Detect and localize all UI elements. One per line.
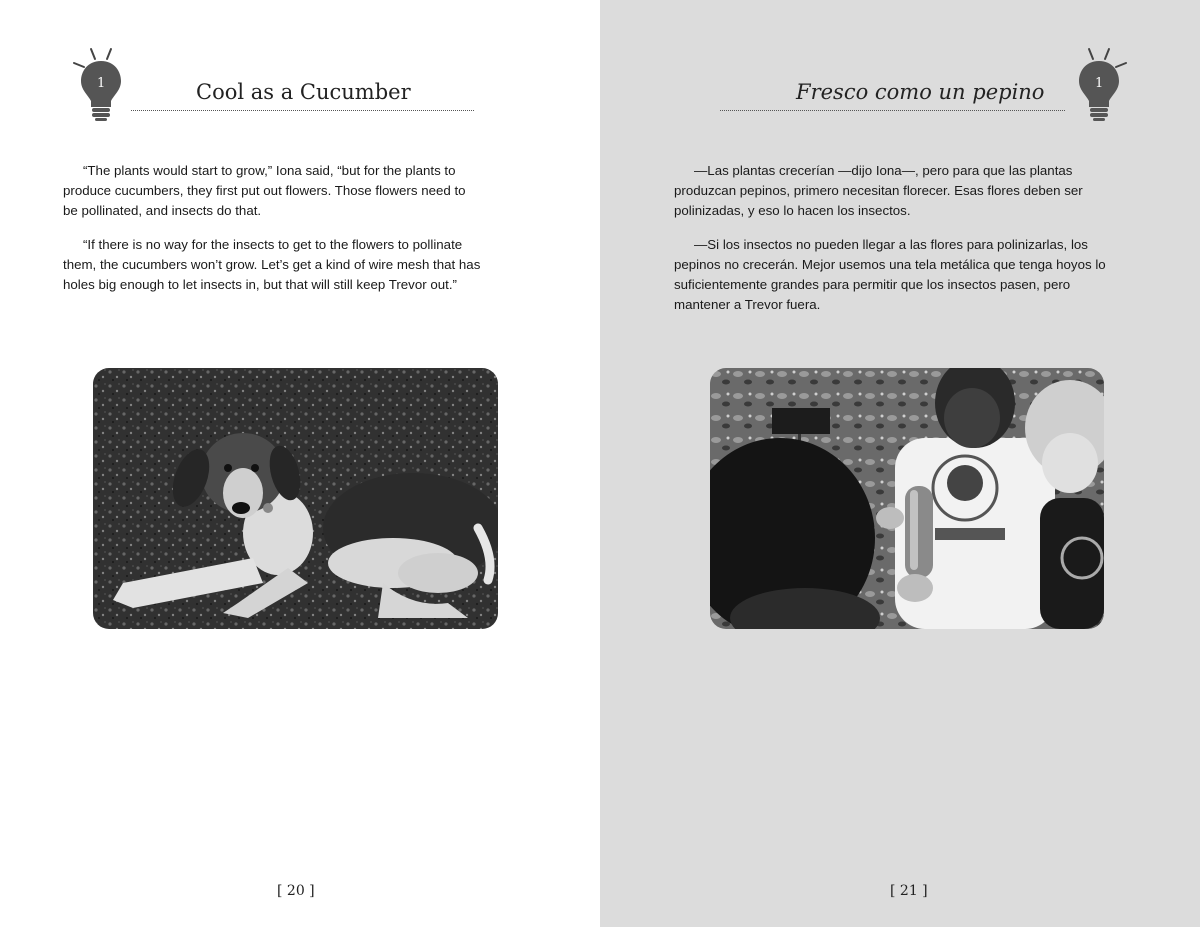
- lightbulb-icon: [70, 45, 130, 125]
- chapter-number: 1: [97, 76, 106, 91]
- paragraph-text: “If there is no way for the insects to get to the flowers to pollinate them, the cucumbers won’t grow. Let’s get a kind of wire mesh that has holes big enough to let insects in, but that will still keep Trevor out.”: [63, 237, 481, 292]
- lightbulb-icon: [1070, 45, 1130, 125]
- page-number: [ 20 ]: [277, 883, 315, 899]
- page-number: [ 21 ]: [890, 883, 928, 899]
- paragraph: [674, 161, 1114, 221]
- paragraph-text: —Si los insectos no pueden llegar a las flores para polinizarlas, los pepinos no crecerán. Mejor usemos una tela metálica que tenga hoyos lo suficientemente grandes para permitir que los insectos pasen, pero mantener a Trevor fuera.: [674, 237, 1106, 312]
- paragraph: [674, 235, 1114, 315]
- paragraph: [63, 161, 483, 221]
- title-divider: [720, 110, 1065, 111]
- children-photo: [710, 368, 1104, 629]
- paragraph: [63, 235, 483, 295]
- chapter-title: Cool as a Cucumber: [196, 80, 411, 104]
- title-divider: [131, 110, 474, 111]
- dog-photo: [93, 368, 498, 629]
- right-page: [600, 0, 1200, 927]
- paragraph-text: “The plants would start to grow,” Iona said, “but for the plants to produce cucumbers, they first put out flowers. Those flowers need to be pollinated, and insects do that.: [63, 163, 466, 218]
- chapter-number: 1: [1095, 76, 1104, 91]
- paragraph-text: —Las plantas crecerían —dijo Iona—, pero para que las plantas produzcan pepinos, primero necesitan florecer. Esas flores deben ser polinizadas, y eso lo hacen los insectos.: [674, 163, 1083, 218]
- chapter-title: Fresco como un pepino: [796, 80, 1045, 104]
